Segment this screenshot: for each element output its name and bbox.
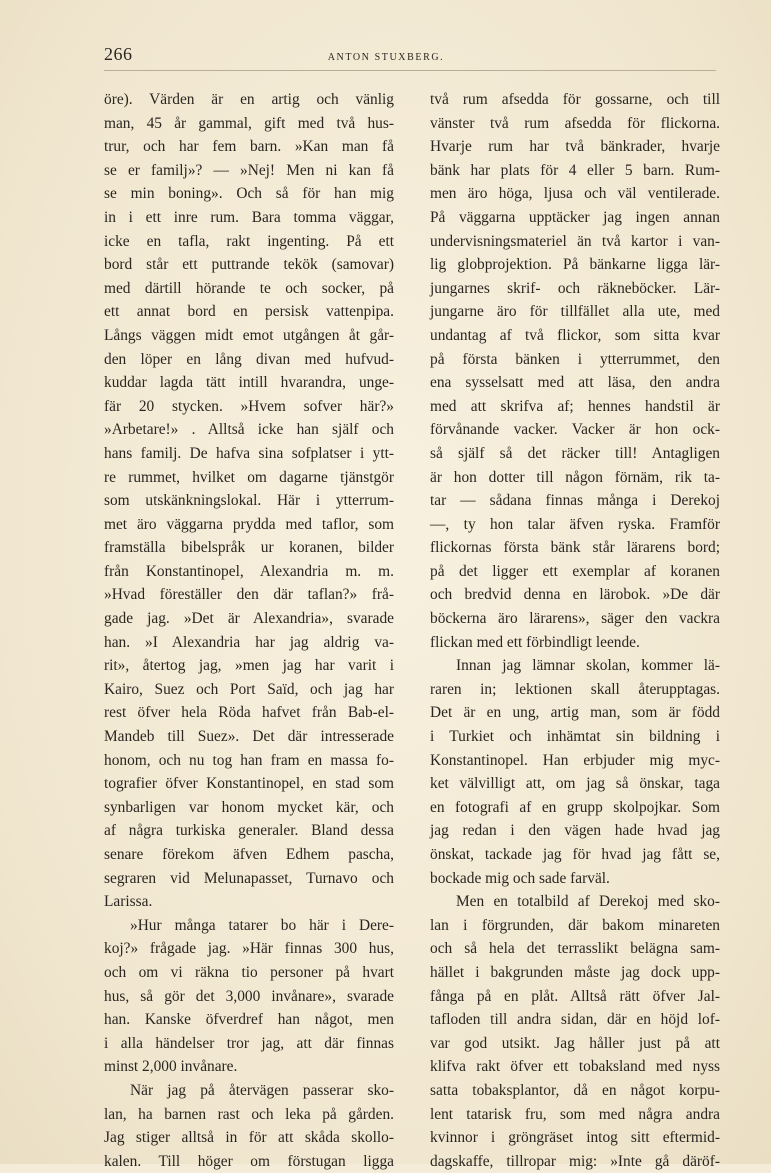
text-line: icke en tafla, rakt ingenting. På ett (104, 232, 394, 250)
text-line: som utskänkningslokal. Här i ytterrum- (104, 492, 394, 510)
text-line: i Turkiet och inhämtat sin bildning i (430, 728, 720, 746)
text-line: honom, och nu tog han fram en massa fo- (104, 751, 394, 769)
text-line: men äro höga, ljusa och väl ventilerade. (430, 185, 720, 203)
text-line: fär 20 stycken. »Hvem sofver här?» (104, 397, 394, 415)
text-line: den löper en lång divan med hufvud- (104, 350, 394, 368)
text-line: Konstantinopel. Han erbjuder mig myc- (430, 751, 720, 769)
text-line: met äro väggarna prydda med taflor, som (104, 515, 394, 533)
text-line: bockade mig och sade farväl. (430, 869, 610, 887)
text-line: Men en totalbild af Derekoj med sko- (456, 893, 720, 911)
text-line: Det är en ung, artig man, som är född (430, 704, 720, 722)
text-line: koj?» frågade jag. »Här finnas 300 hus, (104, 940, 394, 958)
text-line: På väggarna upptäcker jag ingen annan (430, 208, 720, 226)
text-line: var god utsikt. Jag håller just på att (430, 1034, 720, 1052)
text-line: förvånande vacker. Vacker är hon ock- (430, 421, 720, 439)
text-line: klifva rakt öfver ett tobaksland med nyss (430, 1058, 720, 1076)
text-line: lan, ha barnen rast och leka på gården. (104, 1105, 394, 1123)
text-line: med därtill hörande te och socker, på (104, 279, 394, 297)
text-line: Hvarje rum har två bänkrader, hvarje (430, 138, 720, 156)
text-line: tar — sådana finnas många i Derekoj (430, 492, 720, 510)
text-line: gade jag. »Det är Alexandria», svarade (104, 610, 394, 628)
text-line: Jag stiger alltså in för att skåda skollo- (104, 1129, 394, 1147)
text-line: ett annat bord en persisk vattenpipa. (104, 303, 394, 321)
text-line: tografier öfver Konstantinopel, en stad som (104, 775, 394, 793)
text-line: och om vi räkna tio personer på hvart (104, 963, 394, 981)
text-line: två rum afsedda för gossarne, och till (430, 91, 720, 108)
text-line: jungarne äro för tillfället alla ute, med (430, 303, 720, 321)
text-line: och bredvid denna en lärobok. »De där (430, 586, 720, 604)
text-line: ena sysselsatt med att läsa, den andra (430, 374, 720, 392)
text-line: hället i bakgrunden måste jag dock upp- (430, 963, 720, 981)
text-line: jungarnes skrif- och räkneböcker. Lär- (430, 279, 720, 297)
text-line: se min boning». Och så för han mig (104, 185, 394, 203)
text-line: rest öfver hela Röda hafvet från Bab-el- (104, 704, 394, 722)
text-line: jag redan i den vägen hade hvad jag (430, 822, 720, 840)
text-line: på första bänken i ytterrummet, den (430, 350, 720, 368)
text-line: bord står ett puttrande tekök (samovar) (104, 256, 394, 274)
text-line: så själf så det räcker till! Antagligen (430, 444, 720, 462)
text-line: se er familj»? — »Nej! Men ni kan få (104, 161, 394, 179)
text-line: senare förekom äfven Edhem pascha, (104, 846, 394, 863)
text-line: dagskaffe, tillropar mig: »Inte gå däröf- (430, 1152, 720, 1170)
running-head: ANTON STUXBERG. (327, 52, 445, 63)
text-line: minst 2,000 invånare. (104, 1058, 238, 1076)
text-line: han. »I Alexandria har jag aldrig va- (104, 633, 394, 651)
text-line: hus, så gör det 3,000 invånare», svarade (104, 987, 394, 1005)
text-line: trur, och har fem barn. »Kan man få (104, 138, 394, 156)
text-line: »Hvad föreställer den där taflan?» frå- (104, 586, 394, 604)
page-header (104, 44, 668, 72)
text-line: Mandeb till Suez». Det där intresserade (104, 728, 394, 746)
text-line: böckerna äro lärarens», säger den vackra (430, 610, 720, 628)
text-line: hans familj. De hafva sina sofplatser i ytt- (104, 444, 394, 462)
text-line: man, 45 år gammal, gift med två hus- (104, 114, 394, 132)
text-line: Kairo, Suez och Port Saïd, och jag har (104, 680, 394, 698)
text-line: med att skrifva af; hennes handstil är (430, 397, 720, 415)
text-line: undantag af två flickor, som sitta kvar (430, 326, 720, 344)
text-line: af några turkiska generaler. Bland dessa (104, 822, 394, 840)
text-line: önskat, tackade jag för hvad jag fått se, (430, 846, 720, 863)
page-number: 266 (104, 44, 133, 64)
text-line: kalen. Till höger om förstugan ligga (104, 1152, 394, 1170)
text-line: en fotografi af en grupp skolpojkar. Som (430, 798, 720, 816)
text-line: lig globprojektion. På bänkarne ligga lär- (430, 256, 720, 274)
text-line: »Arbetare!» . Alltså icke han själf och (104, 421, 394, 439)
text-line: lent tatarisk fru, som med några andra (430, 1105, 720, 1123)
text-line: —, ty hon talar äfven ryska. Framför (430, 515, 720, 533)
text-line: ket välvilligt att, om jag så önskar, taga (430, 775, 720, 793)
text-line: på det ligger ett exemplar af koranen (430, 562, 720, 580)
text-line: från Konstantinopel, Alexandria m. m. (104, 562, 394, 580)
text-line: flickan med ett förbindligt leende. (430, 633, 640, 651)
text-line: re rummet, hvilket om dagarne tjänstgör (104, 468, 394, 486)
text-line: Innan jag lämnar skolan, kommer lä- (456, 657, 720, 675)
text-line: satta tobaksplantor, då en något korpu- (430, 1081, 720, 1099)
text-line: kuddar lagda tätt intill hvarandra, unge- (104, 374, 394, 392)
text-line: in i ett inre rum. Bara tomma väggar, (104, 208, 394, 226)
text-line: »Hur många tatarer bo här i Dere- (130, 916, 394, 934)
text-line: bänk har plats för 4 eller 5 barn. Rum- (430, 161, 720, 179)
text-line: är hon dotter till någon förnäm, rik ta- (430, 468, 720, 486)
text-line: raren in; lektionen skall återupptagas. (430, 680, 720, 698)
text-line: segraren vid Melunapasset, Turnavo och (104, 869, 394, 887)
text-line: tafloden till andra sidan, där en höjd lof- (430, 1011, 720, 1029)
text-line: Larissa. (104, 893, 153, 911)
text-line: och så hela det terrasslikt belägna sam- (430, 940, 720, 958)
text-line: undervisningsmateriel än två kartor i van- (430, 232, 720, 250)
text-line: öre). Värden är en artig och vänlig (104, 91, 394, 108)
text-line: lan i förgrunden, där bakom minareten (430, 916, 720, 934)
text-line: vänster två rum afsedda för flickorna. (430, 114, 720, 132)
text-line: rit», återtog jag, »men jag har varit i (104, 657, 394, 675)
header-rule (104, 70, 716, 71)
text-line: synbarligen var honom mycket kär, och (104, 798, 394, 816)
text-line: När jag på återvägen passerar sko- (130, 1081, 394, 1099)
text-line: flickornas första bänk står lärarens bord; (430, 539, 720, 557)
right-text-column (430, 88, 720, 1173)
text-line: han. Kanske öfverdref han något, men (104, 1011, 394, 1029)
text-line: fånga på en plåt. Alltså rätt öfver Jal- (430, 987, 720, 1005)
text-line: Långs väggen midt emot utgången åt går- (104, 326, 394, 344)
text-line: i alla händelser tror jag, att där finnas (104, 1034, 394, 1052)
left-text-column (104, 88, 394, 1173)
text-line: framställa bibelspråk ur koranen, bilder (104, 539, 394, 557)
text-line: kvinnor i gröngräset intog sitt eftermid- (430, 1129, 720, 1147)
